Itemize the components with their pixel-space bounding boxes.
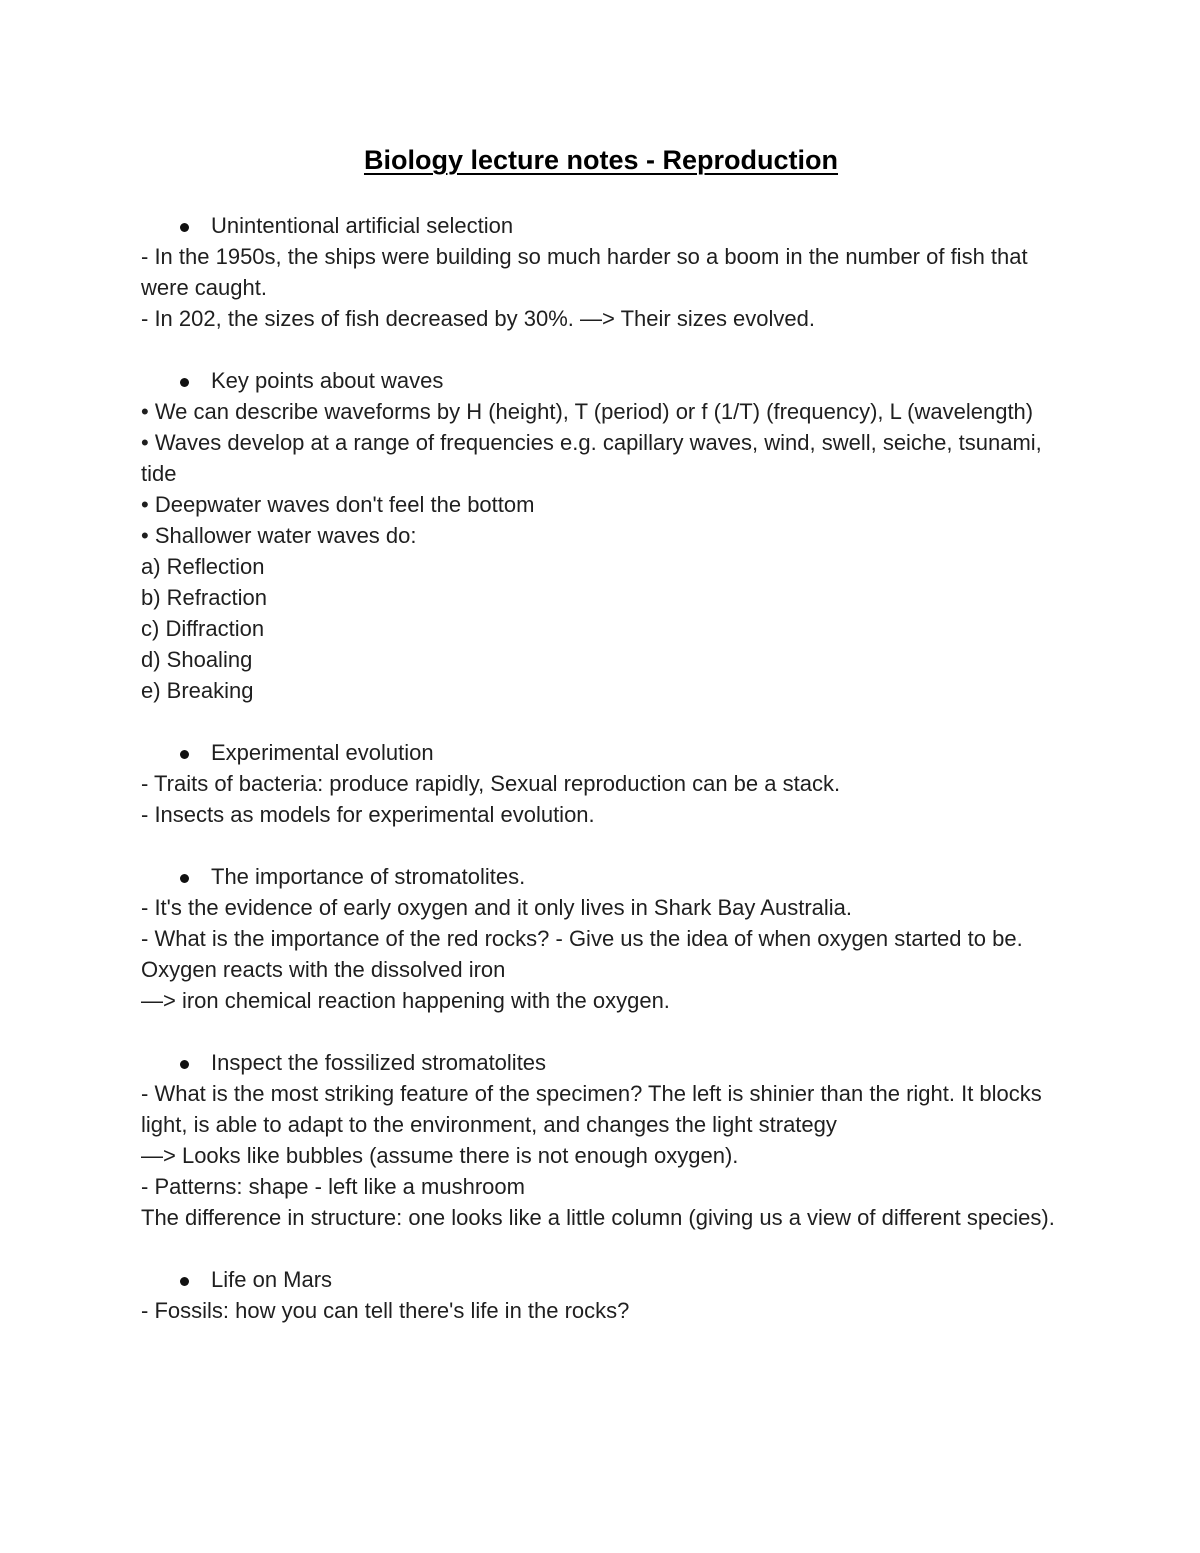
section-key-points-about-waves (141, 365, 1061, 706)
section-heading-text: Key points about waves (211, 368, 444, 393)
note-line: a) Reflection (141, 554, 265, 579)
section-unintentional-artificial-selection (141, 210, 1061, 334)
note-line: —> Looks like bubbles (assume there is not enough oxygen). (141, 1143, 739, 1168)
section-spacer (141, 830, 1061, 861)
section-inspect-fossilized-stromatolites (141, 1047, 1061, 1233)
section-life-on-mars (141, 1264, 1061, 1326)
section-importance-of-stromatolites (141, 861, 1061, 1016)
note-line: • Waves develop at a range of frequencies e.g. capillary waves, wind, swell, seiche, tsunami, tide (141, 430, 1048, 486)
section-heading-text: Life on Mars (211, 1267, 333, 1292)
note-line: - What is the importance of the red rocks? - Give us the idea of when oxygen started to be. Oxygen reacts with the dissolved iron (141, 926, 1029, 982)
section-heading-text: Experimental evolution (211, 740, 434, 765)
bullet-dot-icon (180, 874, 189, 883)
section-heading (141, 365, 1061, 396)
section-heading (141, 1047, 1061, 1078)
note-line: • We can describe waveforms by H (height), T (period) or f (1/T) (frequency), L (wavelength) (141, 399, 1034, 424)
note-line: - What is the most striking feature of the specimen? The left is shinier than the right. It blocks light, is able to adapt to the environment, and changes the light strategy (141, 1081, 1048, 1137)
bullet-dot-icon (180, 378, 189, 387)
bullet-dot-icon (180, 223, 189, 232)
note-line: d) Shoaling (141, 647, 253, 672)
section-experimental-evolution (141, 737, 1061, 830)
note-line: e) Breaking (141, 678, 254, 703)
note-line: - In 202, the sizes of fish decreased by 30%. —> Their sizes evolved. (141, 306, 815, 331)
note-line: • Deepwater waves don't feel the bottom (141, 492, 535, 517)
note-line: - Traits of bacteria: produce rapidly, Sexual reproduction can be a stack. (141, 771, 841, 796)
bullet-dot-icon (180, 750, 189, 759)
section-heading-text: The importance of stromatolites. (211, 864, 526, 889)
section-heading-text: Inspect the fossilized stromatolites (211, 1050, 547, 1075)
section-spacer (141, 1016, 1061, 1047)
note-line: c) Diffraction (141, 616, 265, 641)
section-heading (141, 1264, 1061, 1295)
note-line: —> iron chemical reaction happening with the oxygen. (141, 988, 670, 1013)
document-page (141, 140, 1061, 1326)
section-heading (141, 861, 1061, 892)
note-line: - Patterns: shape - left like a mushroom (141, 1174, 525, 1199)
section-spacer (141, 706, 1061, 737)
note-line: - It's the evidence of early oxygen and it only lives in Shark Bay Australia. (141, 895, 853, 920)
note-line: b) Refraction (141, 585, 267, 610)
section-heading (141, 737, 1061, 768)
section-spacer (141, 334, 1061, 365)
note-line: - In the 1950s, the ships were building so much harder so a boom in the number of fish that were caught. (141, 244, 1034, 300)
note-line: - Fossils: how you can tell there's life in the rocks? (141, 1298, 630, 1323)
note-line: • Shallower water waves do: (141, 523, 417, 548)
section-heading-text: Unintentional artificial selection (211, 213, 514, 238)
section-heading (141, 210, 1061, 241)
bullet-dot-icon (180, 1060, 189, 1069)
note-line: The difference in structure: one looks like a little column (giving us a view of different species). (141, 1205, 1055, 1230)
note-line: - Insects as models for experimental evolution. (141, 802, 595, 827)
page-title: Biology lecture notes - Reproduction (363, 145, 839, 175)
section-spacer (141, 1233, 1061, 1264)
bullet-dot-icon (180, 1277, 189, 1286)
